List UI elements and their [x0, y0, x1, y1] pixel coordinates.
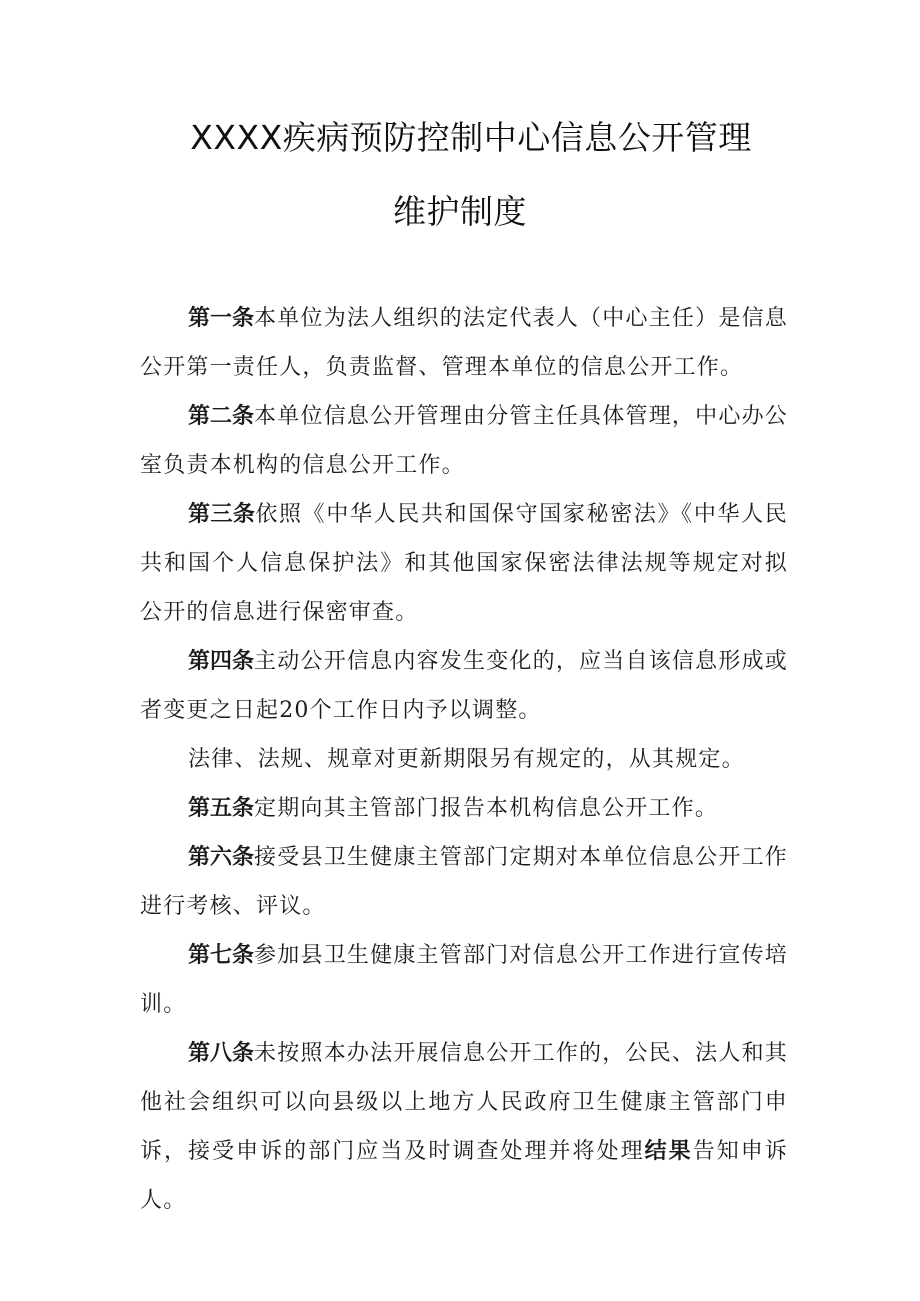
- article-text: 本单位为法人组织的法定代表人（中心主任）是信息公开第一责任人，负责监督、管理本单位的信息公开工作。: [140, 306, 788, 380]
- article-label: 第三条: [188, 502, 256, 527]
- article-6: [140, 833, 788, 931]
- article-4-note: [140, 735, 788, 784]
- article-label: 第七条: [188, 943, 255, 968]
- article-label: 第一条: [188, 306, 255, 331]
- article-bold-word: 结果: [644, 1139, 693, 1164]
- article-2: [140, 392, 788, 490]
- article-text: 参加县卫生健康主管部门对信息公开工作进行宣传培训。: [140, 943, 788, 1017]
- article-text: 依照《中华人民共和国保守国家秘密法》《中华人民共和国个人信息保护法》和其他国家保密法律法规等规定对拟公开的信息进行保密审查。: [140, 502, 788, 625]
- article-label: 第二条: [188, 404, 255, 429]
- article-label: 第八条: [188, 1041, 255, 1066]
- article-7: [140, 931, 788, 1029]
- document-title-line-1: XXXX疾病预防控制中心信息公开管理: [190, 118, 752, 157]
- article-1: [140, 294, 788, 392]
- article-4: [140, 637, 788, 735]
- article-3: [140, 490, 788, 637]
- article-text: 接受县卫生健康主管部门定期对本单位信息公开工作进行考核、评议。: [140, 845, 788, 919]
- article-text: 本单位信息公开管理由分管主任具体管理，中心办公室负责本机构的信息公开工作。: [140, 404, 788, 478]
- article-text: 法律、法规、规章对更新期限另有规定的，从其规定。: [188, 747, 745, 772]
- article-label: 第六条: [188, 845, 255, 870]
- article-5: [140, 784, 788, 833]
- article-text: 主动公开信息内容发生变化的，应当自该信息形成或者变更之日起20个工作日内予以调整。: [140, 649, 788, 723]
- article-label: 第五条: [188, 796, 255, 821]
- article-text: 未按照本办法开展信息公开工作的，公民、法人和其他社会组织可以向县级以上地方人民政府卫生健康主管部门申诉，接受申诉的部门应当及时调查处理并将处理: [140, 1041, 788, 1164]
- article-text: 定期向其主管部门报告本机构信息公开工作。: [254, 796, 719, 821]
- article-text-tail: 告知申诉人。: [140, 1139, 788, 1213]
- article-label: 第四条: [188, 649, 255, 674]
- document-title-line-2: 维护制度: [393, 192, 527, 231]
- article-8: [140, 1029, 788, 1225]
- document-body: [140, 294, 788, 1225]
